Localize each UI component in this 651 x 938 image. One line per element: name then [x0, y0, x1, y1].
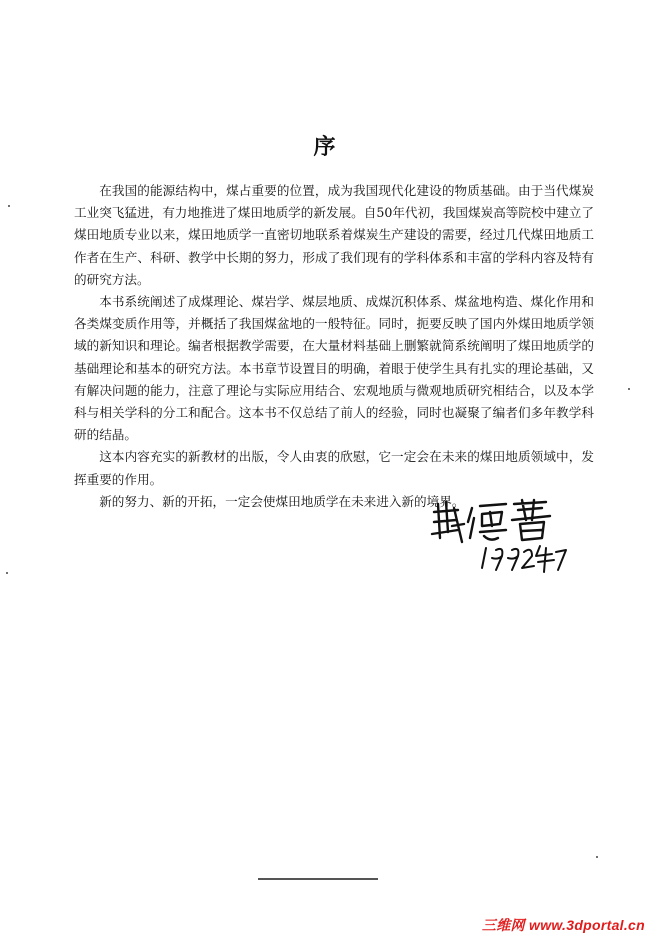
page-title: 序	[313, 134, 338, 160]
paragraph-2: 本书系统阐述了成煤理论、煤岩学、煤层地质、成煤沉积体系、煤盆地构造、煤化作用和各类煤变质作用等，并概括了我国煤盆地的一般特征。同时，扼要反映了国内外煤田地质学领域的新知识和理论。编者根据教学需要，在大量材料基础上删繁就简系统阐明了煤田地质学的基础理论和基本的研究方法。本书章节设置目的明确，着眼于使学生具有扎实的理论基础，又有解决问题的能力，注意了理论与实际应用结合、宏观地质与微观地质研究相结合，以及本学科与相关学科的分工和配合。这本书不仅总结了前人的经验，同时也凝聚了编者们多年教学科研的结晶。	[74, 294, 594, 443]
paragraph-3: 这本内容充实的新教材的出版，令人由衷的欣慰，它一定会在未来的煤田地质领域中，发挥重要的作用。	[74, 449, 594, 487]
handwritten-signature	[428, 498, 568, 578]
paragraph-4: 新的努力、新的开拓，一定会使煤田地质学在未来进入新的境界。	[99, 493, 465, 509]
scan-artifact-line	[258, 878, 378, 880]
scan-artifact-dot	[596, 856, 598, 858]
watermark-chinese: 三维网	[481, 917, 525, 933]
signature-drawing	[428, 498, 568, 578]
scan-artifact-dot	[628, 388, 630, 390]
scan-artifact-dot	[6, 572, 8, 574]
scan-artifact-dot	[8, 205, 10, 207]
site-watermark	[482, 915, 645, 935]
paragraph-1: 在我国的能源结构中，煤占重要的位置，成为我国现代化建设的物质基础。由于当代煤炭工业突飞猛进，有力地推进了煤田地质学的新发展。自50年代初，我国煤炭高等院校中建立了煤田地质专业以来，煤田地质学一直密切地联系着煤炭生产建设的需要，经过几代煤田地质工作者在生产、科研、教学中长期的努力，形成了我们现有的学科体系和丰富的学科内容及特有的研究方法。	[74, 183, 594, 287]
preface-body	[74, 180, 594, 513]
watermark-url: www.3dportal.cn	[529, 917, 645, 933]
